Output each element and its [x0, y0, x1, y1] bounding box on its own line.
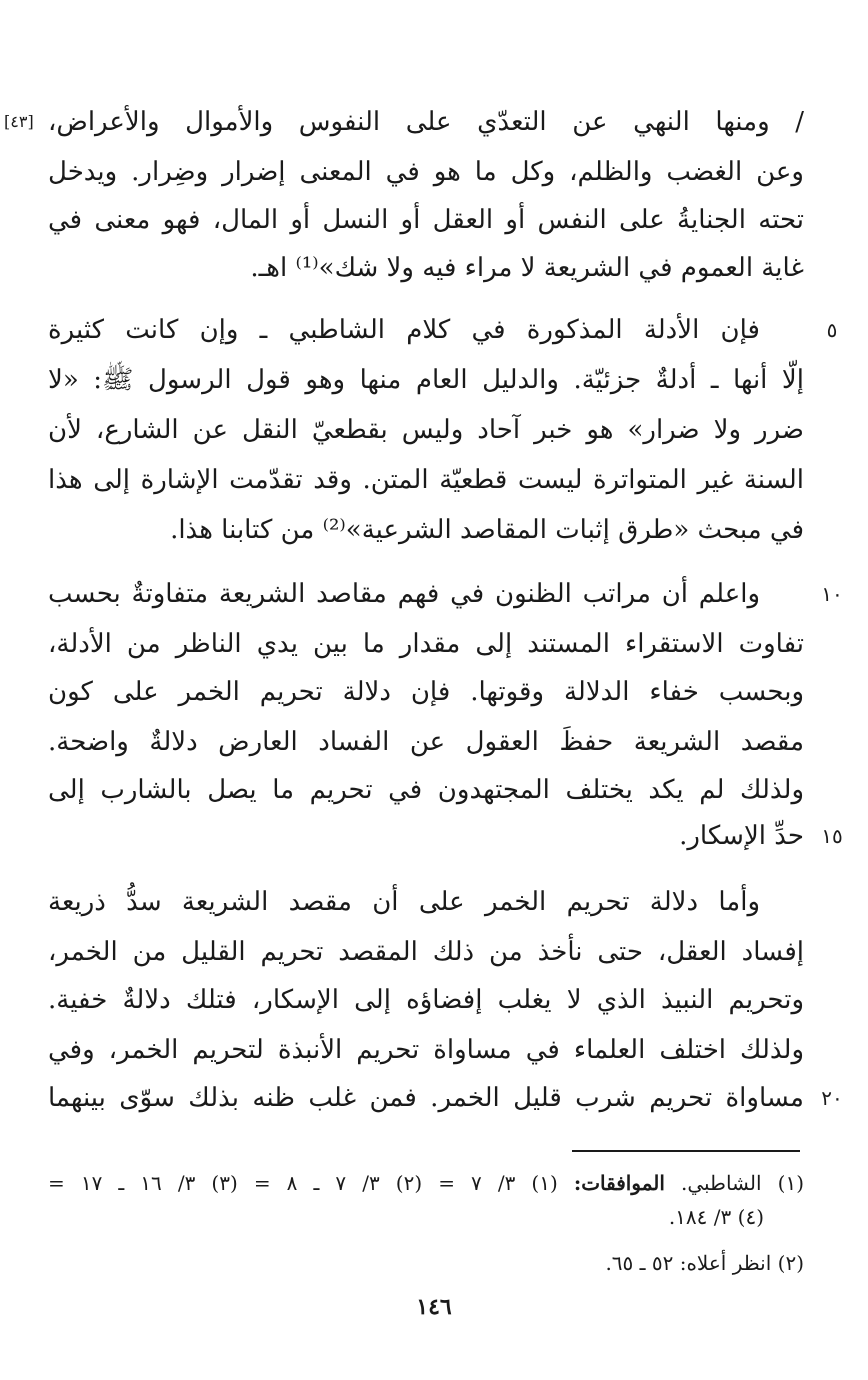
- text-line: حدِّ الإسكار.: [679, 821, 804, 851]
- line-number: ٢٠: [821, 1086, 843, 1110]
- footnote-rule: [572, 1150, 800, 1152]
- text-line: واعلم أن مراتب الظنون في فهم مقاصد الشريعة متفاوتةٌ بحسب: [48, 579, 760, 609]
- text-line: ولذلك لم يكد يختلف المجتهدون في تحريم ما يصل بالشارب إلى: [48, 775, 804, 805]
- footnote-author: الشاطبي.: [680, 1171, 762, 1195]
- text-line: السنة غير المتواترة ليست قطعيّة المتن. وقد تقدّمت الإشارة إلى هذا: [48, 465, 804, 495]
- line-number: ٥: [826, 318, 838, 342]
- footnote-refs: (١) ٣/ ٧ = (٢) ٣/ ٧ ـ ٨ = (٣) ٣/ ١٦ ـ ١٧ =: [48, 1171, 558, 1195]
- page-number: ١٤٦: [416, 1294, 452, 1320]
- text-line: وعن الغضب والظلم، وكل ما هو في المعنى إضرار وضِرار. ويدخل: [48, 157, 804, 187]
- text-line: في مبحث «طرق إثبات المقاصد الشرعية»⁽²⁾ من كتابنا هذا.: [170, 515, 804, 545]
- text-line: فإن الأدلة المذكورة في كلام الشاطبي ـ وإن كانت كثيرة: [48, 315, 760, 345]
- text-line: إفساد العقل، حتى نأخذ من ذلك المقصد تحريم القليل من الخمر،: [48, 937, 804, 967]
- text-line: تفاوت الاستقراء المستند إلى مقدار ما بين يدي الناظر من الأدلة،: [48, 629, 804, 659]
- line-number: ١٥: [821, 824, 843, 848]
- text-line: ضرر ولا ضرار» هو خبر آحاد وليس بقطعيّ النقل عن الشارع، لأن: [48, 415, 804, 445]
- page-marker: [٤٣]: [4, 112, 34, 131]
- text-line: مقصد الشريعة حفظَ العقول عن الفساد العارض دلالةٌ واضحة.: [48, 727, 804, 757]
- text-line: وبحسب خفاء الدلالة وقوتها. فإن دلالة تحريم الخمر على كون: [48, 677, 804, 707]
- footnote-title: الموافقات:: [573, 1171, 665, 1195]
- text-line: إلّا أنها ـ أدلةٌ جزئيّة. والدليل العام منها وهو قول الرسول ﷺ: «لا: [48, 365, 804, 395]
- text-line: / ومنها النهي عن التعدّي على النفوس والأموال والأعراض،: [48, 107, 804, 137]
- footnote-2: (٢) انظر أعلاه: ٥٢ ـ ٦٥.: [605, 1251, 804, 1275]
- footnote-number: (١): [777, 1171, 804, 1195]
- line-number: ١٠: [821, 582, 843, 606]
- text-line: وتحريم النبيذ الذي لا يغلب إفضاؤه إلى الإسكار، فتلك دلالةٌ خفية.: [48, 985, 804, 1015]
- text-line: وأما دلالة تحريم الخمر على أن مقصد الشريعة سدُّ ذريعة: [48, 887, 760, 917]
- footnote-1-continuation: (٤) ٣/ ١٨٤.: [668, 1205, 764, 1229]
- text-line: غاية العموم في الشريعة لا مراء فيه ولا شك»⁽¹⁾ اهـ.: [250, 253, 804, 283]
- text-line: ولذلك اختلف العلماء في مساواة تحريم الأنبذة لتحريم الخمر، وفي: [48, 1035, 804, 1065]
- footnote-1: [48, 1166, 804, 1200]
- text-line: مساواة تحريم شرب قليل الخمر. فمن غلب ظنه بذلك سوّى بينهما: [48, 1083, 804, 1113]
- text-line: تحته الجنايةُ على النفس أو العقل أو النسل أو المال، فهو معنى في: [48, 205, 804, 235]
